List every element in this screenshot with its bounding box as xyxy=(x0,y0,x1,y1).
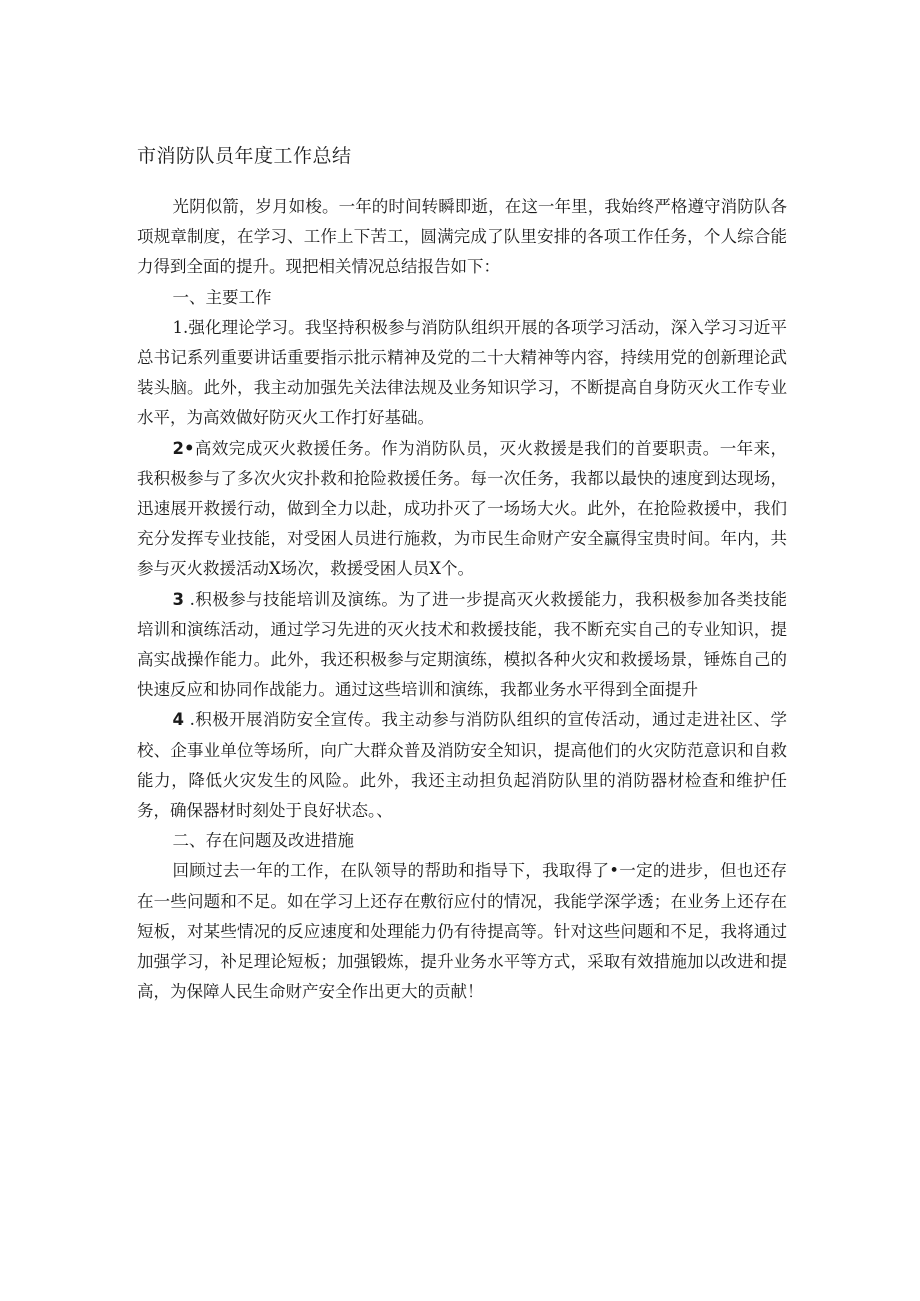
item-3-text: .积极参与技能培训及演练。为了进一步提高灭火救援能力，我积极参加各类技能培训和演练活动，通过学习先进的灭火技术和救援技能，我不断充实自己的专业知识，提高实战操作能力。此外，我还积极参与定期演练，模拟各种火灾和救援场景，锤炼自己的快速反应和协同作战能力。通过这些培训和演练，我都业务水平得到全面提升 xyxy=(137,589,787,700)
item-2-text: 高效完成灭火救援任务。作为消防队员，灭火救援是我们的首要职责。一年来，我积极参与了多次火灾扑救和抢险救援任务。每一次任务，我都以最快的速度到达现场，迅速展开救援行动，做到全力以赴，成功扑灭了一场场大火。此外，在抢险救援中，我们充分发挥专业技能，对受困人员进行施救，为市民生命财产安全赢得宝贵时间。年内，共参与灭火救援活动X场次，救援受困人员X个。 xyxy=(137,438,787,579)
item-2-paragraph xyxy=(137,434,787,585)
section-heading-main-work: 一、主要工作 xyxy=(172,287,272,307)
item-1-number: 1. xyxy=(172,317,189,337)
item-4-paragraph xyxy=(137,705,787,826)
intro-paragraph: 光阴似箭，岁月如梭。一年的时间转瞬即逝，在这一年里，我始终严格遵守消防队各项规章制度，在学习、工作上下苦工，圆满完成了队里安排的各项工作任务，个人综合能力得到全面的提升。现把相关情况总结报告如下： xyxy=(137,197,787,277)
item-4-number: 4 xyxy=(172,710,184,730)
item-3-paragraph xyxy=(137,585,787,706)
item-1-paragraph xyxy=(137,313,787,434)
item-2-number: 2• xyxy=(172,438,195,458)
item-1-text: 强化理论学习。我坚持积极参与消防队组织开展的各项学习活动，深入学习习近平总书记系列重要讲话重要指示批示精神及党的二十大精神等内容，持续用党的创新理论武装头脑。此外，我主动加强先关法律法规及业务知识学习，不断提高自身防灭火工作专业水平，为高效做好防灭火工作打好基础。 xyxy=(137,317,787,428)
item-4-text: .积极开展消防安全宣传。我主动参与消防队组织的宣传活动，通过走进社区、学校、企事业单位等场所，向广大群众普及消防安全知识，提高他们的火灾防范意识和自救能力，降低火灾发生的风险。此外，我还主动担负起消防队里的消防器材检查和维护任务，确保器材时刻处于良好状态。、 xyxy=(137,710,787,821)
section-heading-problems: 二、存在问题及改进措施 xyxy=(172,831,354,851)
item-3-number: 3 xyxy=(172,589,184,609)
document-body xyxy=(137,192,787,1007)
closing-paragraph: 回顾过去一年的工作，在队领导的帮助和指导下，我取得了•一定的进步，但也还存在一些问题和不足。如在学习上还存在敷衍应付的情况，我能学深学透；在业务上还存在短板，对某些情况的反应速度和处理能力仍有待提高等。针对这些问题和不足，我将通过加强学习，补足理论短板；加强锻炼，提升业务水平等方式，采取有效措施加以改进和提高，为保障人民生命财产安全作出更大的贡献！ xyxy=(137,861,787,1002)
document-title: 市消防队员年度工作总结 xyxy=(137,145,352,167)
